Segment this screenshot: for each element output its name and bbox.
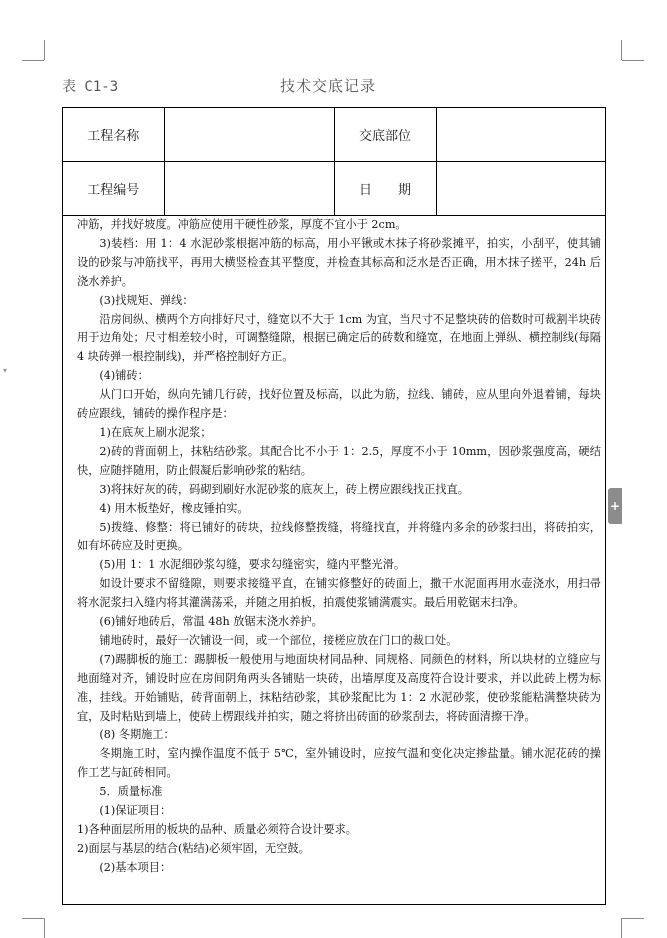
crop-mark-top-right-v [621, 40, 622, 60]
paragraph: 5)拨缝、修整：将已铺好的砖块，拉线修整拨缝，将缝找直，并将缝内多余的砂浆扫出，将砖拍实，如有坏砖应及时更换。 [77, 520, 601, 553]
project-no-label: 工程编号 [63, 162, 164, 216]
paragraph: 2)砖的背面朝上，抹粘结砂浆。其配合比不小于 1：2.5，厚度不小于 10mm，因砂浆强度高，硬结快，应随拌随用，防止假凝后影响砂浆的粘结。 [77, 444, 601, 477]
crop-mark-top-right-h [622, 60, 644, 61]
crop-mark-bottom-left-h [22, 918, 44, 919]
paragraph: (8) 冬期施工： [99, 728, 175, 742]
info-row-1 [63, 108, 605, 162]
paragraph: 2)面层与基层的结合(粘结)必须牢固，无空鼓。 [77, 841, 310, 855]
paragraph: 3)装档：用 1：4 水泥砂浆根据冲筋的标高，用小平锹或木抹子将砂浆摊平，拍实，小刮平，使其铺设的砂浆与冲筋找平，再用大横竖检查其平整度，并检查其标高和泛水是否正确，用木抹子搓平，24h 后浇水养护。 [77, 236, 601, 288]
paragraph: 从门口开始，纵向先铺几行砖，找好位置及标高，以此为筋，拉线、铺砖，应从里向外退着铺，每块砖应跟线，铺砖的操作程序是： [77, 388, 601, 421]
document-title: 技术交底记录 [280, 77, 377, 95]
crop-mark-bottom-left-v [44, 918, 45, 938]
project-no-field[interactable] [164, 162, 334, 216]
info-row-2 [63, 162, 605, 216]
paragraph: (3)找规矩、弹线： [99, 293, 194, 307]
crop-mark-top-left-h [22, 60, 44, 61]
disclosure-content[interactable] [77, 216, 601, 878]
paragraph: (6)铺好地砖后，常温 48h 放锯末浇水养护。 [99, 615, 323, 629]
expand-panel-tab[interactable]: + [608, 488, 622, 524]
paragraph: (7)踢脚板的施工：踢脚板一般使用与地面块材同品种、同规格、同颜色的材料，所以块材的立缝应与地面缝对齐，铺设时应在房间阴角两头各铺贴一块砖，出墙厚度及高度符合设计要求，并以此砖上楞为标准，挂线。开始铺贴，砖背面朝上，抹粘结砂浆，其砂浆配比为 1：2 水泥砂浆，使砂浆能粘满整块砖为宜，及时粘贴到墙上，使砖上楞跟线并拍实，随之将挤出砖面的砂浆刮去，将砖面清擦干净。 [77, 652, 601, 723]
paragraph: (2)基本项目： [99, 860, 172, 874]
paragraph: 4) 用木板垫好，橡皮锤拍实。 [99, 501, 249, 515]
form-code: 表 C1-3 [62, 79, 119, 95]
paragraph: (4)铺砖： [99, 369, 149, 383]
paragraph: 铺地砖时，最好一次铺设一间，或一个部位，接槎应放在门口的裁口处。 [99, 633, 458, 647]
record-frame [62, 107, 606, 905]
paragraph: 1)各种面层所用的板块的品种、质量必须符合设计要求。 [77, 823, 357, 836]
paragraph: 3)将抹好灰的砖，码砌到刷好水泥砂浆的底灰上，砖上楞应跟线找正找直。 [99, 482, 469, 496]
paragraph: 沿房间纵、横两个方向排好尺寸，缝宽以不大于 1cm 为宜，当尺寸不足整块砖的倍数时可裁割半块砖用于边角处；尺寸相差较小时，可调整缝隙，根据已确定后的砖数和缝宽，在地面上弹纵、横控制线(每隔 4 块砖弹一根控制线)，并严格控制好方正。 [77, 312, 601, 364]
location-field[interactable] [436, 108, 605, 162]
crop-mark-bottom-right-h [622, 918, 644, 919]
crop-mark-top-left-v [44, 40, 45, 60]
paragraph: (5)用 1：1 水泥细砂浆勾缝，要求勾缝密实，缝内平整光滑。 [99, 558, 406, 572]
paragraph: 5．质量标准 [99, 785, 163, 799]
paragraph: 1)在底灰上刷水泥浆； [99, 425, 212, 439]
paragraph: 冬期施工时，室内操作温度不低于 5℃，室外铺设时，应按气温和变化决定掺盐量。铺水泥花砖的操作工艺与缸砖相同。 [77, 747, 601, 780]
date-label: 日 期 [334, 162, 436, 216]
info-table [63, 108, 605, 216]
paragraph: 如设计要求不留缝隙，则要求接缝平直，在铺实修整好的砖面上，撒干水泥面再用水壶浇水，用扫帚将水泥浆扫入缝内将其灌满荡采，并随之用拍板，拍震使浆铺满震实。最后用乾锯末扫净。 [77, 577, 601, 610]
date-field[interactable] [436, 162, 605, 216]
paragraph: 冲筋，并找好坡度。冲筋应使用干硬性砂浆，厚度不宜小于 2cm。 [77, 218, 407, 231]
crop-mark-bottom-right-v [621, 918, 622, 938]
paragraph: (1)保证项目： [99, 804, 172, 818]
margin-marker: ▾ [3, 366, 8, 375]
project-name-label: 工程名称 [63, 108, 164, 162]
project-name-field[interactable] [164, 108, 334, 162]
location-label: 交底部位 [334, 108, 436, 162]
